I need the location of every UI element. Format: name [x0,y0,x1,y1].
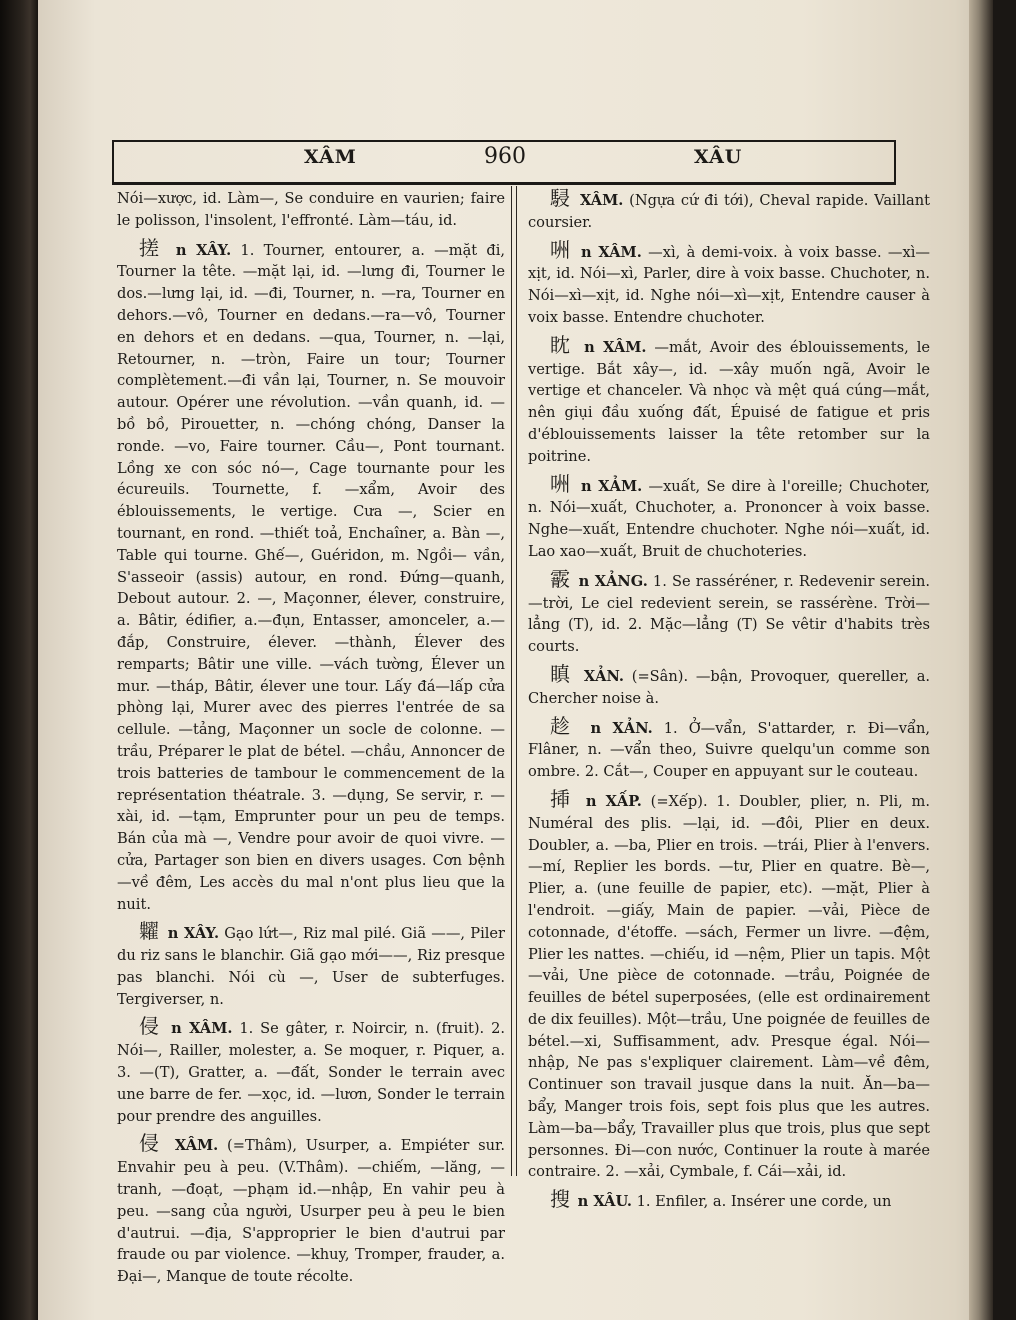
header-left-guide-word: XÂM [304,146,357,168]
entry-text: Nói—xược, id. Làm—, Se conduire en vaurien; faire le polisson, l'insolent, l'effronté. Làm—táu, id. [117,190,505,229]
dictionary-entry [528,713,930,783]
entry-text: 1. Ở—vẩn, S'attarder, r. Đi—vẩn, Flâner, n. —vẩn theo, Suivre quelqu'un comme son ombre. 2. Cắt—, Couper en appuyant sur le couteau. [528,719,930,781]
chinese-character: 趁 [550,713,577,738]
headword: XÂM. [579,192,624,209]
running-header [112,140,896,185]
entry-text: 1. Se rasséréner, r. Redevenir serein. —trời, Le ciel redevient serein, se rassérène. Trời—lẳng (T), id. 2. Mặc—lẳng (T) Se vêtir d'habits très courts. [528,572,931,656]
dictionary-entry [528,237,931,329]
entry-text: Gạo lứt—, Riz mal pilé. Giã ——, Piler du riz sans le blanchir. Giã gạo mới——, Riz presque pas blanchi. Nói cù —, User de subterfuges. Tergiverser, n. [117,925,506,1008]
header-right-guide-word: XÂU [694,146,743,168]
entry-text: —mắt, Avoir des éblouissements, le vertige. Bắt xây—, id. —xây muốn ngã, Avoir le vertige et chanceler. Và nhọc và mệt quá cúng—mắt, nên giụi đầu xuống đất, Épuisé de fatigue et pris d'éblouissements laisser la tête retomber sur la poitrine. [528,338,930,465]
dictionary-entry [117,1133,505,1288]
headword: n XÂY. [167,925,220,943]
entry-text: 1. Enfiler, a. Insérer une corde, un [636,1193,892,1211]
entry-text: (=Thâm), Usurper, a. Empiéter sur. Envahir peu à peu. (V.Thâm). —chiếm, —lăng, —tranh, —đoạt, —phạm id.—nhập, En vahir peu à peu. —sang của người, Usurper peu à peu le bien d'autrui. —địa, S'approprier le bien d'autrui par fraude ou par violence. —khuy, Tromper, frauder, a. Đại—, Manque de toute récolte. [117,1137,506,1286]
headword: n XẢN. [590,719,653,737]
headword: XÂM. [174,1137,219,1155]
chinese-character: 搜 [550,1187,570,1212]
chinese-character: 眈 [550,332,574,357]
chinese-character: 㖄 [550,237,572,262]
chinese-character: 揷 [550,786,575,811]
chinese-character: 㖄 [550,471,572,496]
chinese-character: 霰 [550,566,571,591]
entry-text: —xì, à demi-voix. à voix basse. —xì—xịt, id. Nói—xì, Parler, dire à voix basse. Chuchoter, n. Nói—xì—xịt, id. Nghe nói—xì—xịt, Entendre causer à voix basse. Entendre chuchoter. [528,243,931,326]
headword: n XÂM. [581,243,642,261]
chinese-character: 侵 [139,1014,162,1039]
headword: n XẢNG. [578,572,648,590]
chinese-character: 駸 [550,186,572,210]
dictionary-entry [528,188,930,234]
dictionary-entry [117,235,506,916]
dictionary-entry [528,1189,930,1213]
column-divider [511,186,517,1176]
entry-text: (=Xếp). 1. Doubler, plier, n. Pli, m. Numéral des plis. —lại, id. —đôi, Plier en deux. Doubler, a. —ba, Plier en trois. —trái, Plier à l'envers. —mí, Replier les bords. —tư, Plier en quatre. Bè—, Plier, a. (une feuille de papier, etc). —mặt, Plier à l'endroit. —giấy, Main de papier. —vải, Pièce de cotonnade, d'étoffe. —sách, Fermer un livre. —đệm, Plier les nattes. —chiếu, id —nệm, Plier un tapis. Một—vải, Une pièce de cotonnade. —trầu, Poignée de feuilles de bétel superposées, (elle est ordinairement de dix feuilles). Một—trầu, Une poignée de feuilles de bétel.—xi, Suffisamment, adv. Presque égal. Nói—nhập, Ne pas s'expliquer clairement. Làm—về đêm, Continuer son travail jusque dans la nuit. Ăn—ba—bẩy, Manger trois fois, sept fois plus que les autres. Làm—ba—bẩy, Travailler plus que trois, plus que sept personnes. Đi—con nước, Continuer la route à marée contraire. 2. —xải, Cymbale, f. Cái—xải, id. [528,792,931,1181]
headword: n XÂU. [577,1193,632,1211]
page-edge [969,0,993,1320]
page-number: 960 [484,144,526,169]
entry-text: (Ngựa cứ đi tới), Cheval rapide. Vaillant coursier. [528,192,930,231]
dictionary-entry [528,786,931,1183]
chinese-character: 瞋 [550,661,574,686]
dictionary-entry [117,188,505,232]
chinese-character: 糶 [139,919,160,944]
dictionary-entry [528,332,930,468]
chinese-character: 侵 [139,1131,164,1156]
dictionary-entry [117,921,505,1010]
right-column [528,188,930,1219]
entry-text: —xuất, Se dire à l'oreille; Chuchoter, n. Nói—xuất, Chuchoter, a. Prononcer à voix basse. Nghe—xuất, Entendre chuchoter. Nghe nói—xuất, id. Lao xao—xuất, Bruit de chuchoteries. [528,477,931,560]
headword: n XÂY. [175,241,232,259]
dictionary-entry [528,471,931,563]
headword: XẢN. [583,667,624,685]
dictionary-entry [528,661,931,710]
headword: n XÂM. [584,338,647,356]
entry-text: 1. Se gâter, r. Noircir, n. (fruit). 2. Nói—, Railler, molester, a. Se moquer, r. Piquer, a. 3. —(T), Gratter, a. —đất, Sonder le terrain avec une barre de fer. —xọc, id. —lươn, Sonder le terrain pour prendre des anguilles. [117,1020,506,1125]
left-column [117,188,505,1294]
chinese-character: 搓 [139,235,164,260]
headword: n XẢM. [580,477,643,495]
dictionary-entry [528,566,931,658]
headword: n XÂM. [171,1020,233,1038]
headword: n XẤP. [585,792,642,810]
entry-text: (=Sân). —bận, Provoquer, quereller, a. Chercher noise à. [528,667,931,707]
entry-text: 1. Tourner, entourer, a. —mặt đi, Tourner la tête. —mặt lại, id. —lưng đi, Tourner le dos.—lưng lại, id. —đi, Tourner, n. —ra, Tourner en dehors.—vô, Tourner en dedans.—ra—vô, Tourner en dehors et en dedans. —qua, Tourner, n. —lại, Retourner, n. —tròn, Faire un tour; Tourner complètement.—đi vần lại, Tourner, n. Se mouvoir autour. Opérer une révolution. —vần quanh, id. —bồ bồ, Pirouetter, n. —chóng chóng, Danser la ronde. —vo, Faire tourner. Cầu—, Pont tournant. Lồng xe con sóc nó—, Cage tournante pour les écureuils. Tournette, f. —xẩm, Avoir des éblouissements, le vertige. Cưa —, Scier en tournant, en rond. —thiết toả, Enchaîner, a. Bàn —, Table qui tourne. Ghế—, Guéridon, m. Ngồi— vần, S'asseoir (assis) autour, en rond. Đứng—quanh, Debout autour. 2. —, Maçonner, élever, construire, a. Bâtir, édifier, a.—đụn, Entasser, amonceler, a.—đắp, Construire, élever. —thành, Élever des remparts; Bâtir une ville. —vách tường, Élever un mur. —tháp, Bâtir, élever une tour. Lấy đá—lấp cửa phòng lại, Murer avec des pierres l'entrée de sa cellule. —tảng, Maçonner un socle de colonne. —trầu, Préparer le plat de bétel. —chầu, Annoncer de trois batteries de tambour le commencement de la représentation théatrale. 3. —dụng, Se servir, r. —xài, id. —tạm, Emprunter pour un peu de temps. Bán của mà —, Vendre pour avoir de quoi vivre. —cửa, Partager son bien en divers usages. Cơn bệnh—về đêm, Les accès du mal n'ont plus lieu que la nuit. [117,241,506,913]
dictionary-entry [117,1016,505,1127]
